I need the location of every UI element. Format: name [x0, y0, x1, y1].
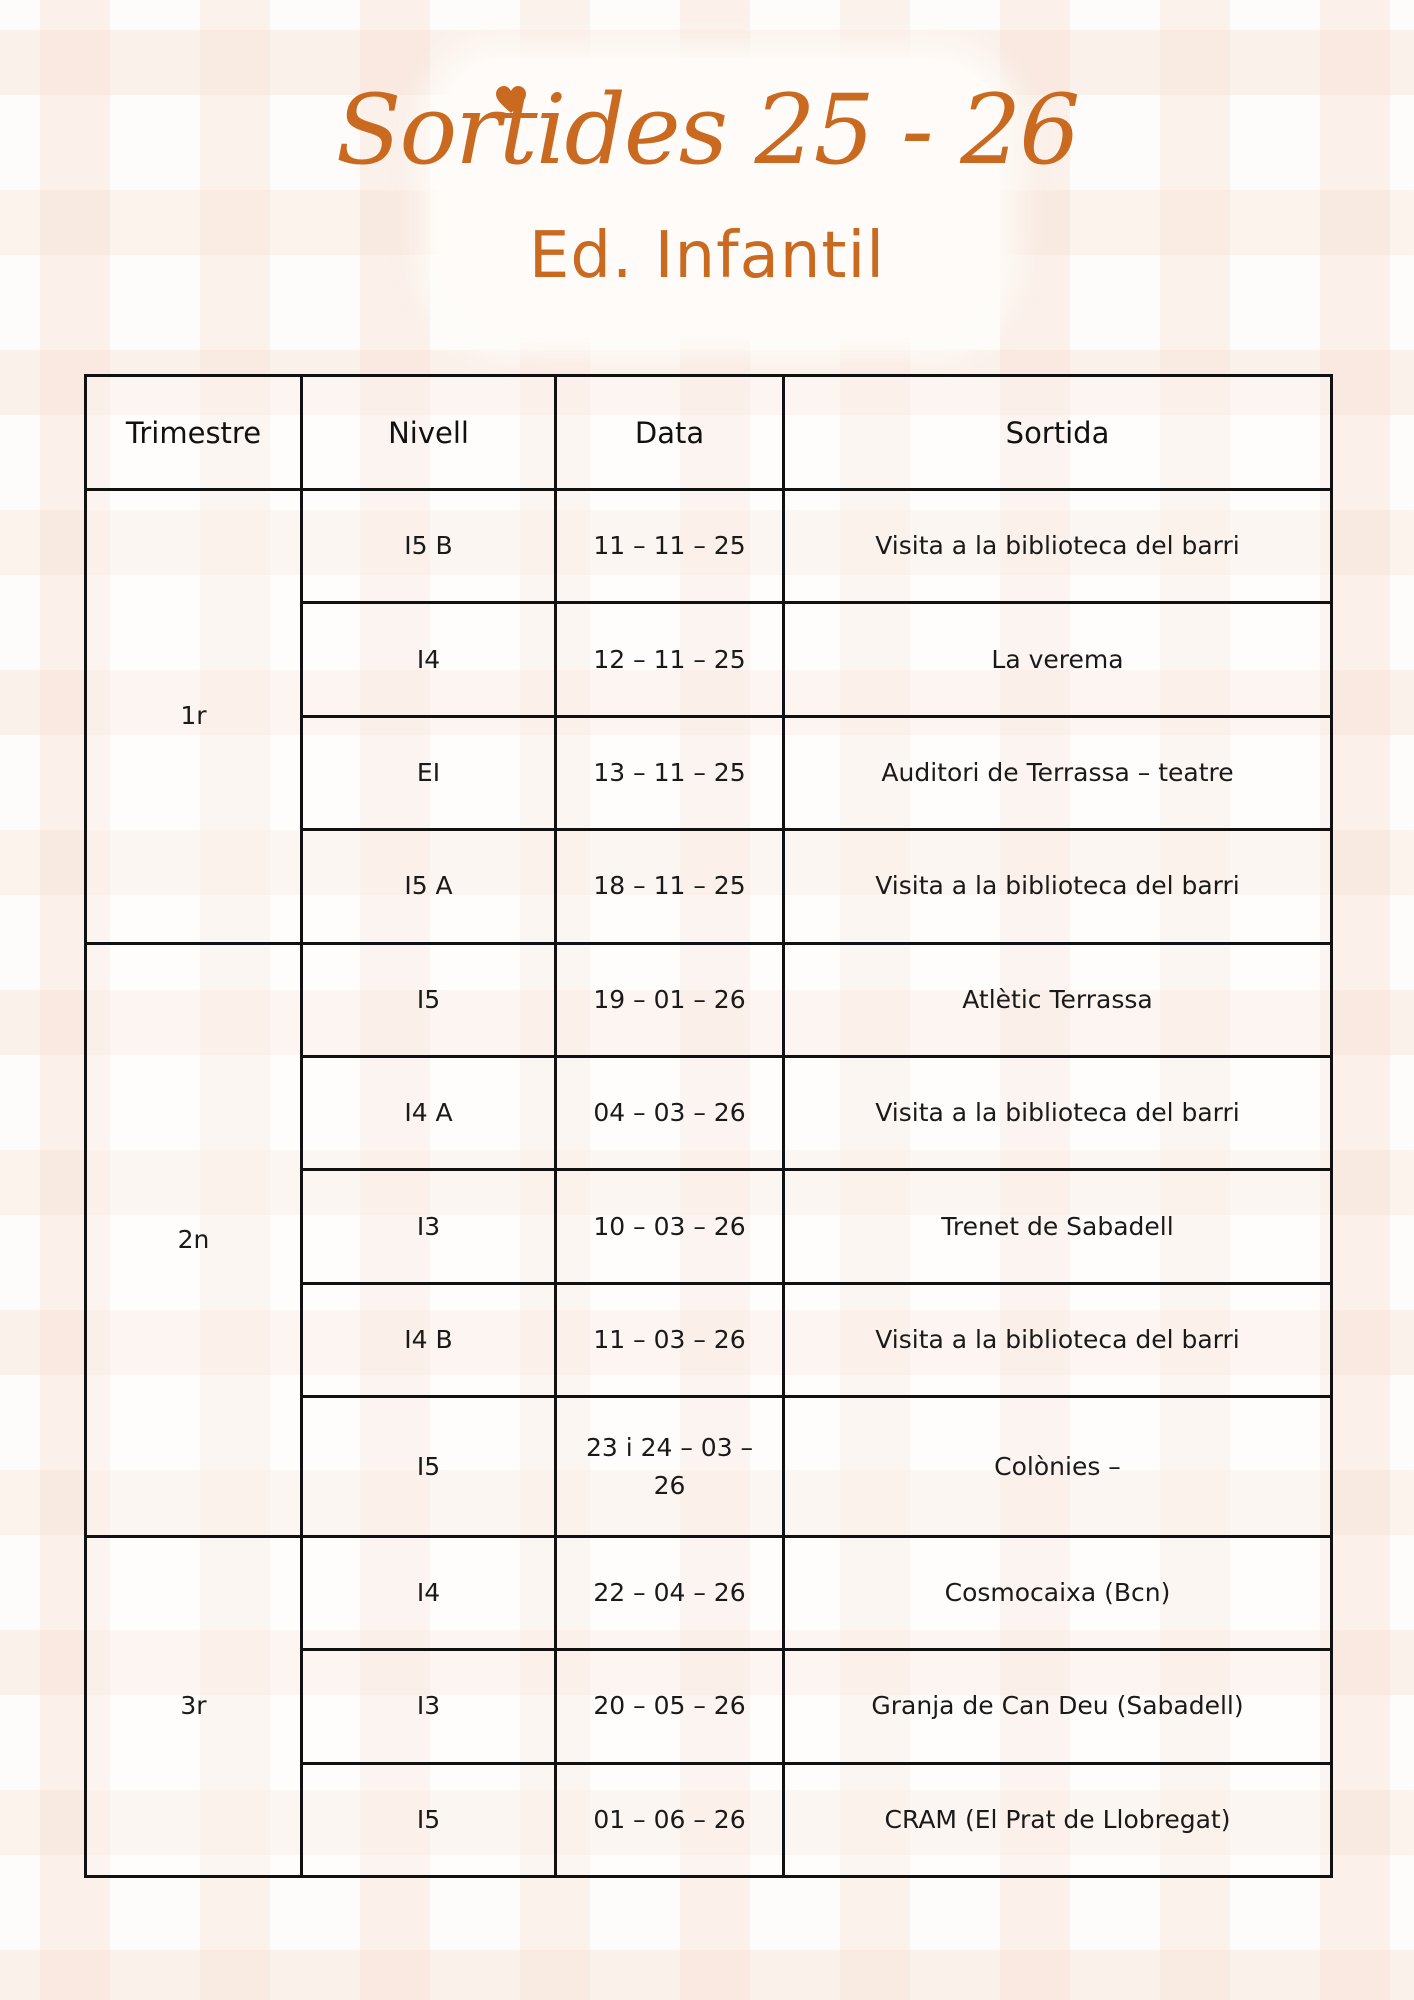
nivell-cell: I5 B [302, 490, 556, 603]
nivell-cell: I5 [302, 943, 556, 1056]
data-cell: 11 – 11 – 25 [556, 490, 784, 603]
sortida-cell: Visita a la biblioteca del barri [784, 830, 1332, 943]
trimestre-cell: 3r [86, 1536, 302, 1876]
sortida-cell: Atlètic Terrassa [784, 943, 1332, 1056]
page-subtitle: Ed. Infantil [528, 219, 886, 293]
nivell-cell: I4 A [302, 1057, 556, 1170]
sortida-cell: Visita a la biblioteca del barri [784, 490, 1332, 603]
sortida-cell: Colònies – [784, 1397, 1332, 1537]
nivell-cell: EI [302, 716, 556, 829]
table-row [86, 1536, 1332, 1649]
sortida-cell: Visita a la biblioteca del barri [784, 1283, 1332, 1396]
sortida-cell: Trenet de Sabadell [784, 1170, 1332, 1283]
data-cell: 12 – 11 – 25 [556, 603, 784, 716]
sortida-cell: CRAM (El Prat de Llobregat) [784, 1763, 1332, 1876]
nivell-cell: I5 [302, 1763, 556, 1876]
data-cell: 20 – 05 – 26 [556, 1650, 784, 1763]
data-cell: 18 – 11 – 25 [556, 830, 784, 943]
sortida-cell: Visita a la biblioteca del barri [784, 1057, 1332, 1170]
data-cell: 23 i 24 – 03 – 26 [556, 1397, 784, 1537]
data-cell: 10 – 03 – 26 [556, 1170, 784, 1283]
column-header-data: Data [556, 376, 784, 490]
data-cell: 01 – 06 – 26 [556, 1763, 784, 1876]
table-header-row [86, 376, 1332, 490]
data-cell: 04 – 03 – 26 [556, 1057, 784, 1170]
data-cell: 22 – 04 – 26 [556, 1536, 784, 1649]
nivell-cell: I3 [302, 1170, 556, 1283]
trimestre-cell: 2n [86, 943, 302, 1536]
sortida-cell: Granja de Can Deu (Sabadell) [784, 1650, 1332, 1763]
nivell-cell: I4 [302, 1536, 556, 1649]
nivell-cell: I4 [302, 603, 556, 716]
table-row [86, 490, 1332, 603]
trimestre-cell: 1r [86, 490, 302, 944]
nivell-cell: I3 [302, 1650, 556, 1763]
column-header-trimestre: Trimestre [86, 376, 302, 490]
column-header-nivell: Nivell [302, 376, 556, 490]
data-cell: 19 – 01 – 26 [556, 943, 784, 1056]
nivell-cell: I4 B [302, 1283, 556, 1396]
trips-table [84, 374, 1333, 1878]
page-title: Sortides 25 - 26 [335, 74, 1079, 186]
data-cell: 13 – 11 – 25 [556, 716, 784, 829]
sortida-cell: Cosmocaixa (Bcn) [784, 1536, 1332, 1649]
nivell-cell: I5 [302, 1397, 556, 1537]
sortida-cell: Auditori de Terrassa – teatre [784, 716, 1332, 829]
table-row [86, 943, 1332, 1056]
column-header-sortida: Sortida [784, 376, 1332, 490]
nivell-cell: I5 A [302, 830, 556, 943]
sortida-cell: La verema [784, 603, 1332, 716]
data-cell: 11 – 03 – 26 [556, 1283, 784, 1396]
